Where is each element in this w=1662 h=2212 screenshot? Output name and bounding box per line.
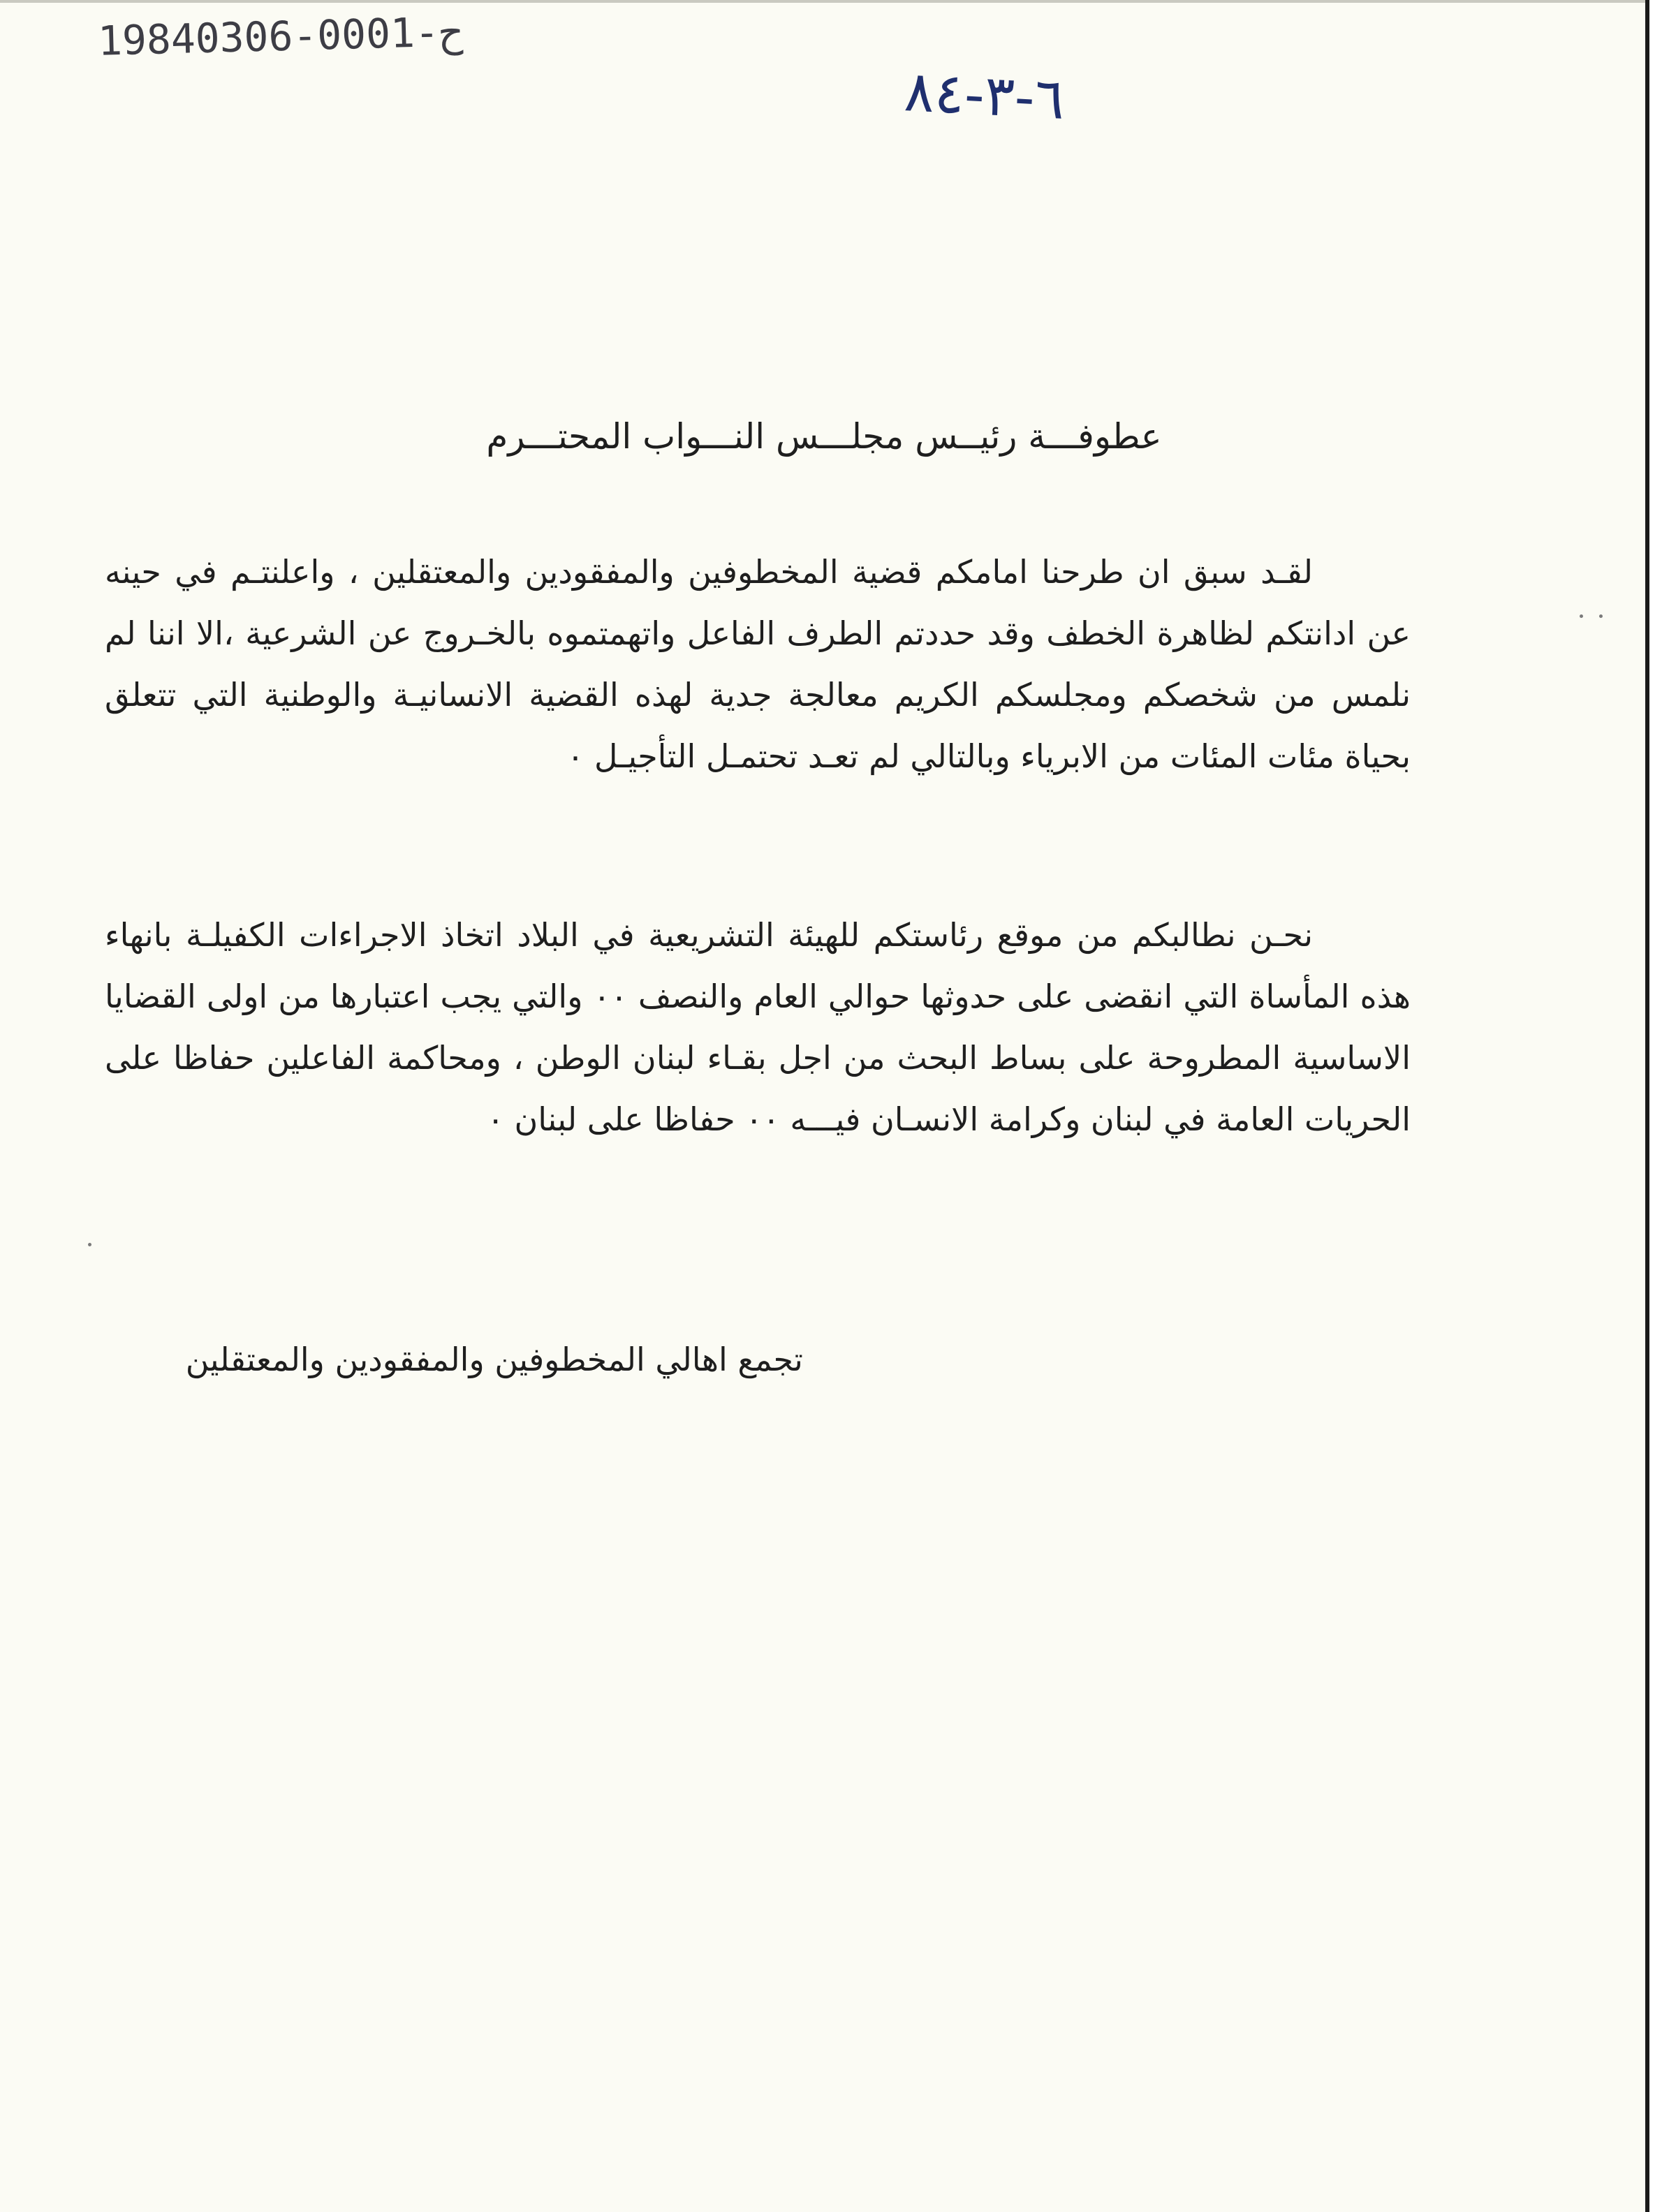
body-paragraph-1: لقـد سبق ان طرحنا امامكم قضية المخطوفين والمفقودين والمعتقلين ، واعلنتـم في حينه عن ادانتكم لظاهرة الخطف وقد حددتم الطرف الفاعل واتهمتموه بالخـروج عن الشرعية ،الا اننا لم نلمس من شخصكم ومجلسكم الكريم معالجة جدية لهذه القضية الانسانيـة والوطنية التي تتعلق بحياة مئات المئات من الابرياء وبالتالي لم تعـد تحتمـل التأجيـل ٠: [105, 553, 1411, 775]
handwritten-date: ٦-٣-٨٤: [902, 59, 1067, 132]
stray-ink-dot: [1580, 614, 1583, 618]
scan-top-edge: [0, 0, 1645, 3]
salutation-heading: عطوفـــة رئيــس مجلـــس النـــواب المحتـــرم: [486, 416, 1162, 457]
signature-line: تجمع اهالي المخطوفين والمفقودين والمعتقلين: [185, 1341, 803, 1378]
archive-reference-number: 19840306-0001-ح: [97, 8, 464, 65]
stray-ink-dot: [1599, 614, 1603, 618]
scan-right-edge: [1645, 0, 1649, 2212]
stray-ink-dot: [88, 1243, 91, 1246]
body-paragraph-2: نحـن نطالبكم من موقع رئاستكم للهيئة التشريعية في البلاد اتخاذ الاجراءات الكفيلـة بانهاء هذه المأساة التي انقضى على حدوثها حوالي العام والنصف ٠٠ والتي يجب اعتبارها من اولى القضايا الاساسية المطروحة على بساط البحث من اجل بقـاء لبنان الوطن ، ومحاكمة الفاعلين حفاظا على الحريات العامة في لبنان وكرامة الانسـان فيـــه ٠٠ حفاظا على لبنان ٠: [105, 916, 1411, 1138]
